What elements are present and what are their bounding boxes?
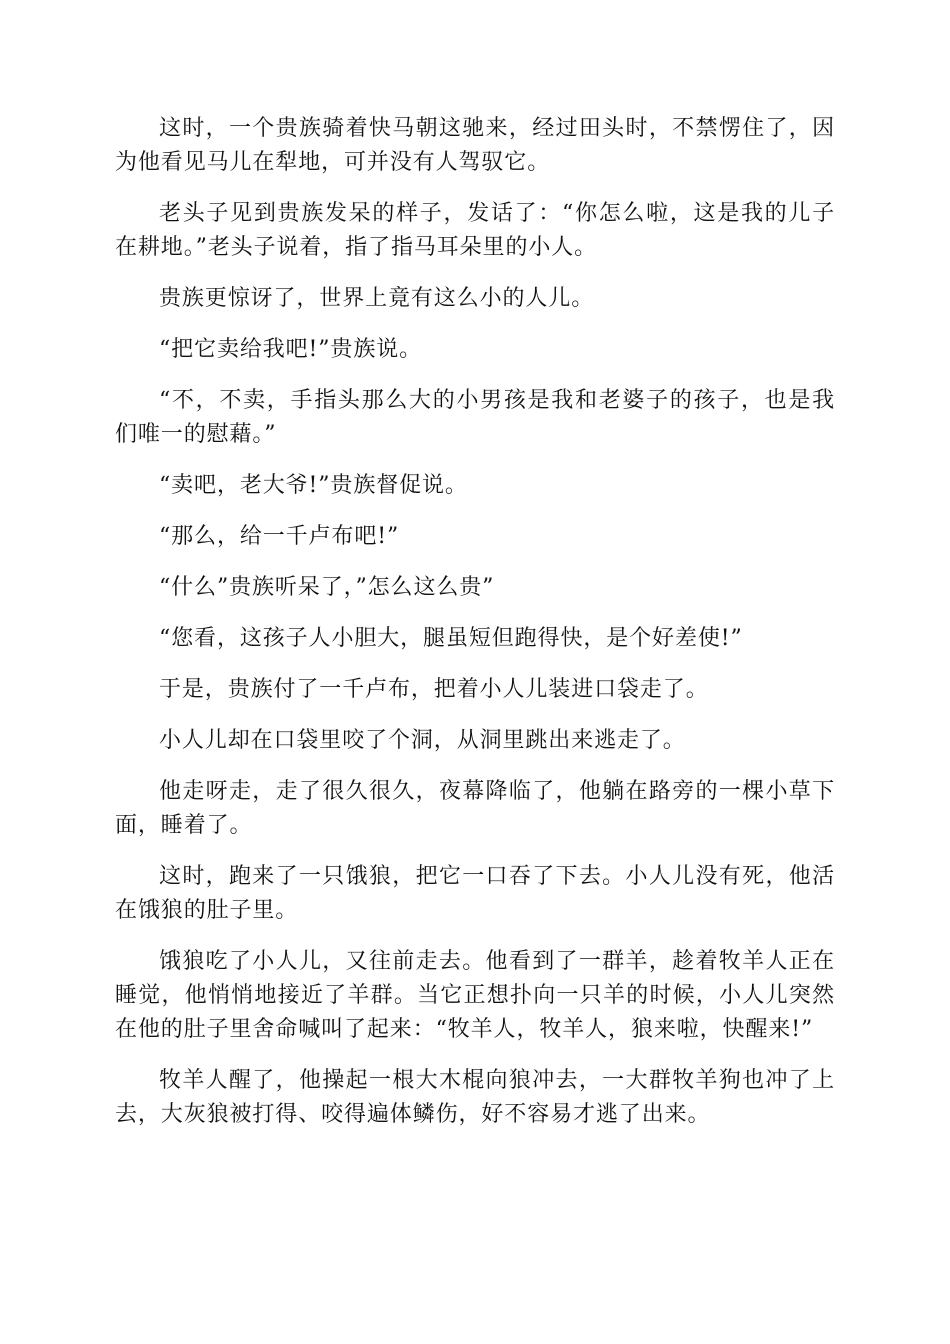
paragraph-13: 这时，跑来了一只饿狼，把它一口吞了下去。小人儿没有死，他活在饿狼的肚子里。	[115, 864, 835, 923]
document-body	[115, 112, 835, 1149]
paragraph-4: “把它卖给我吧!”贵族说。	[159, 337, 423, 362]
paragraph-11: 小人儿却在口袋里咬了个洞，从洞里跳出来逃走了。	[159, 728, 686, 753]
paragraph-1: 这时，一个贵族骑着快马朝这驰来，经过田头时，不禁愣住了，因为他看见马儿在犁地，可并没有人驾驭它。	[115, 116, 835, 175]
paragraph-8: “什么”贵族听呆了，”怎么这么贵”	[159, 575, 495, 600]
paragraph-2: 老头子见到贵族发呆的样子，发话了：“你怎么啦，这是我的儿子在耕地。”老头子说着，指了指马耳朵里的小人。	[115, 201, 835, 260]
paragraph-6: “卖吧，老大爷!”贵族督促说。	[159, 473, 468, 498]
paragraph-15: 牧羊人醒了，他操起一根大木棍向狼冲去，一大群牧羊狗也冲了上去，大灰狼被打得、咬得遍体鳞伤，好不容易才逃了出来。	[115, 1068, 835, 1127]
paragraph-9: “您看，这孩子人小胆大，腿虽短但跑得快，是个好差使!”	[159, 626, 743, 651]
paragraph-14: 饿狼吃了小人儿，又往前走去。他看到了一群羊，趁着牧羊人正在睡觉，他悄悄地接近了羊群。当它正想扑向一只羊的时候，小人儿突然在他的肚子里舍命喊叫了起来：“牧羊人，牧羊人，狼来啦，快醒来!”	[115, 949, 835, 1042]
paragraph-7: “那么，给一千卢布吧!”	[159, 524, 400, 549]
paragraph-12: 他走呀走，走了很久很久，夜幕降临了，他躺在路旁的一棵小草下面，睡着了。	[115, 779, 835, 838]
paragraph-3: 贵族更惊讶了，世界上竟有这么小的人儿。	[159, 286, 595, 311]
paragraph-10: 于是，贵族付了一千卢布，把着小人儿装进口袋走了。	[159, 677, 709, 702]
paragraph-5: “不，不卖，手指头那么大的小男孩是我和老婆子的孩子，也是我们唯一的慰藉。”	[115, 388, 835, 447]
